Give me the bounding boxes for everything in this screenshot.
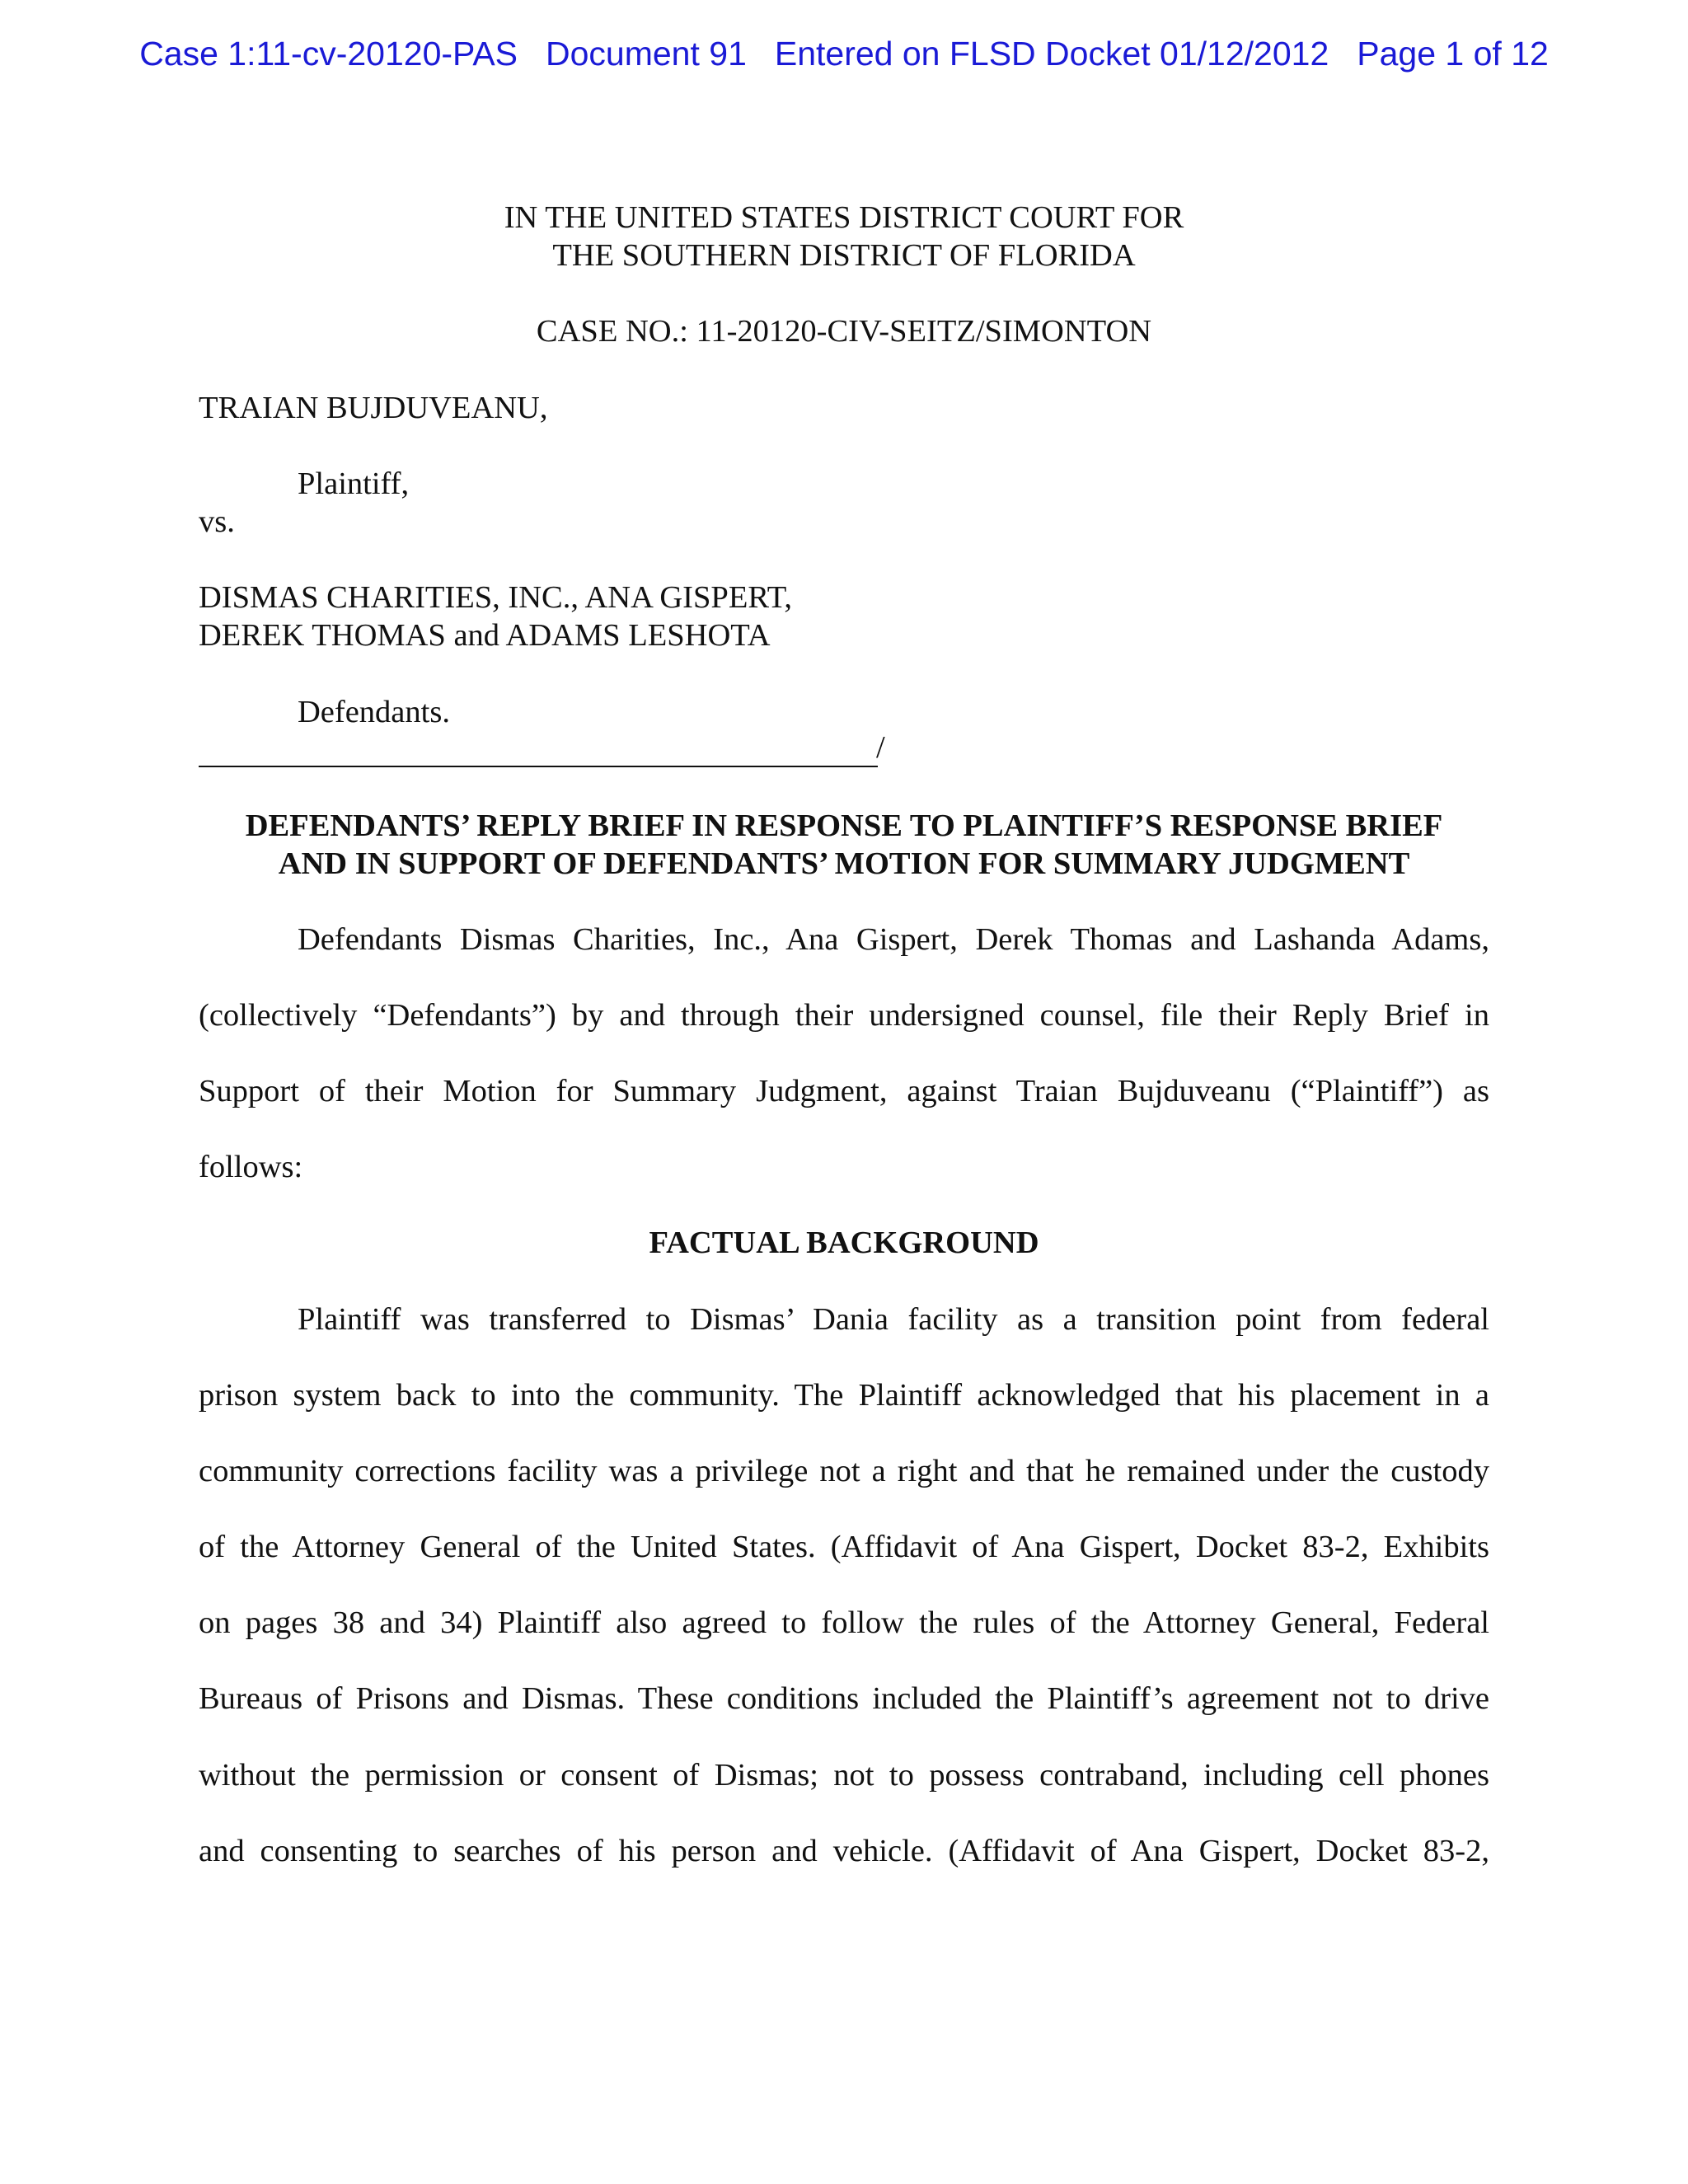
intro-paragraph-line-3: Support of their Motion for Summary Judgment, against Traian Bujduveanu (“Plaintiff”) as xyxy=(199,1074,1489,1108)
background-paragraph-line-4: of the Attorney General of the United States. (Affidavit of Ana Gispert, Docket 83-2, Exhibits xyxy=(199,1530,1489,1564)
background-paragraph-line-3: community corrections facility was a privilege not a right and that he remained under the custody xyxy=(199,1454,1489,1488)
versus-label: vs. xyxy=(199,504,235,539)
background-paragraph-line-5: on pages 38 and 34) Plaintiff also agreed to follow the rules of the Attorney General, Federal xyxy=(199,1605,1489,1640)
plaintiff-label: Plaintiff, xyxy=(298,466,410,501)
court-name-line-2: THE SOUTHERN DISTRICT OF FLORIDA xyxy=(552,238,1136,273)
plaintiff-name: TRAIAN BUJDUVEANU, xyxy=(199,391,548,425)
docket-header-stamp xyxy=(0,35,1688,73)
intro-paragraph-line-4: follows: xyxy=(199,1150,303,1184)
intro-paragraph-line-2: (collectively “Defendants”) by and through their undersigned counsel, file their Reply Brief in xyxy=(199,998,1489,1033)
background-paragraph-line-6: Bureaus of Prisons and Dismas. These conditions included the Plaintiff’s agreement not to drive xyxy=(199,1681,1489,1716)
caption-rule-slash: / xyxy=(876,730,885,765)
section-heading: FACTUAL BACKGROUND xyxy=(649,1226,1039,1260)
background-paragraph-line-2: prison system back to into the community. The Plaintiff acknowledged that his placement in a xyxy=(199,1378,1489,1413)
stamp-case-number: Case 1:11-cv-20120-PAS xyxy=(139,35,518,73)
defendants-names-line-1: DISMAS CHARITIES, INC., ANA GISPERT, xyxy=(199,580,792,615)
brief-title-line-1: DEFENDANTS’ REPLY BRIEF IN RESPONSE TO PLAINTIFF’S RESPONSE BRIEF xyxy=(245,808,1443,843)
defendants-label: Defendants. xyxy=(298,695,450,729)
stamp-page-count: Page 1 of 12 xyxy=(1357,35,1549,73)
defendants-names-line-2: DEREK THOMAS and ADAMS LESHOTA xyxy=(199,618,771,653)
brief-title-line-2: AND IN SUPPORT OF DEFENDANTS’ MOTION FOR SUMMARY JUDGMENT xyxy=(278,846,1410,881)
caption-signature-rule xyxy=(199,766,878,767)
intro-paragraph-line-1: Defendants Dismas Charities, Inc., Ana Gispert, Derek Thomas and Lashanda Adams, xyxy=(298,922,1489,957)
background-paragraph-line-8: and consenting to searches of his person and vehicle. (Affidavit of Ana Gispert, Docket 83-2, xyxy=(199,1834,1489,1868)
background-paragraph-line-7: without the permission or consent of Dismas; not to possess contraband, including cell phones xyxy=(199,1758,1489,1793)
stamp-entered-date: Entered on FLSD Docket 01/12/2012 xyxy=(774,35,1329,73)
case-number: CASE NO.: 11-20120-CIV-SEITZ/SIMONTON xyxy=(536,314,1152,349)
court-name-line-1: IN THE UNITED STATES DISTRICT COURT FOR xyxy=(504,200,1184,235)
stamp-document-number: Document 91 xyxy=(546,35,747,73)
background-paragraph-line-1: Plaintiff was transferred to Dismas’ Dania facility as a transition point from federal xyxy=(298,1302,1489,1337)
